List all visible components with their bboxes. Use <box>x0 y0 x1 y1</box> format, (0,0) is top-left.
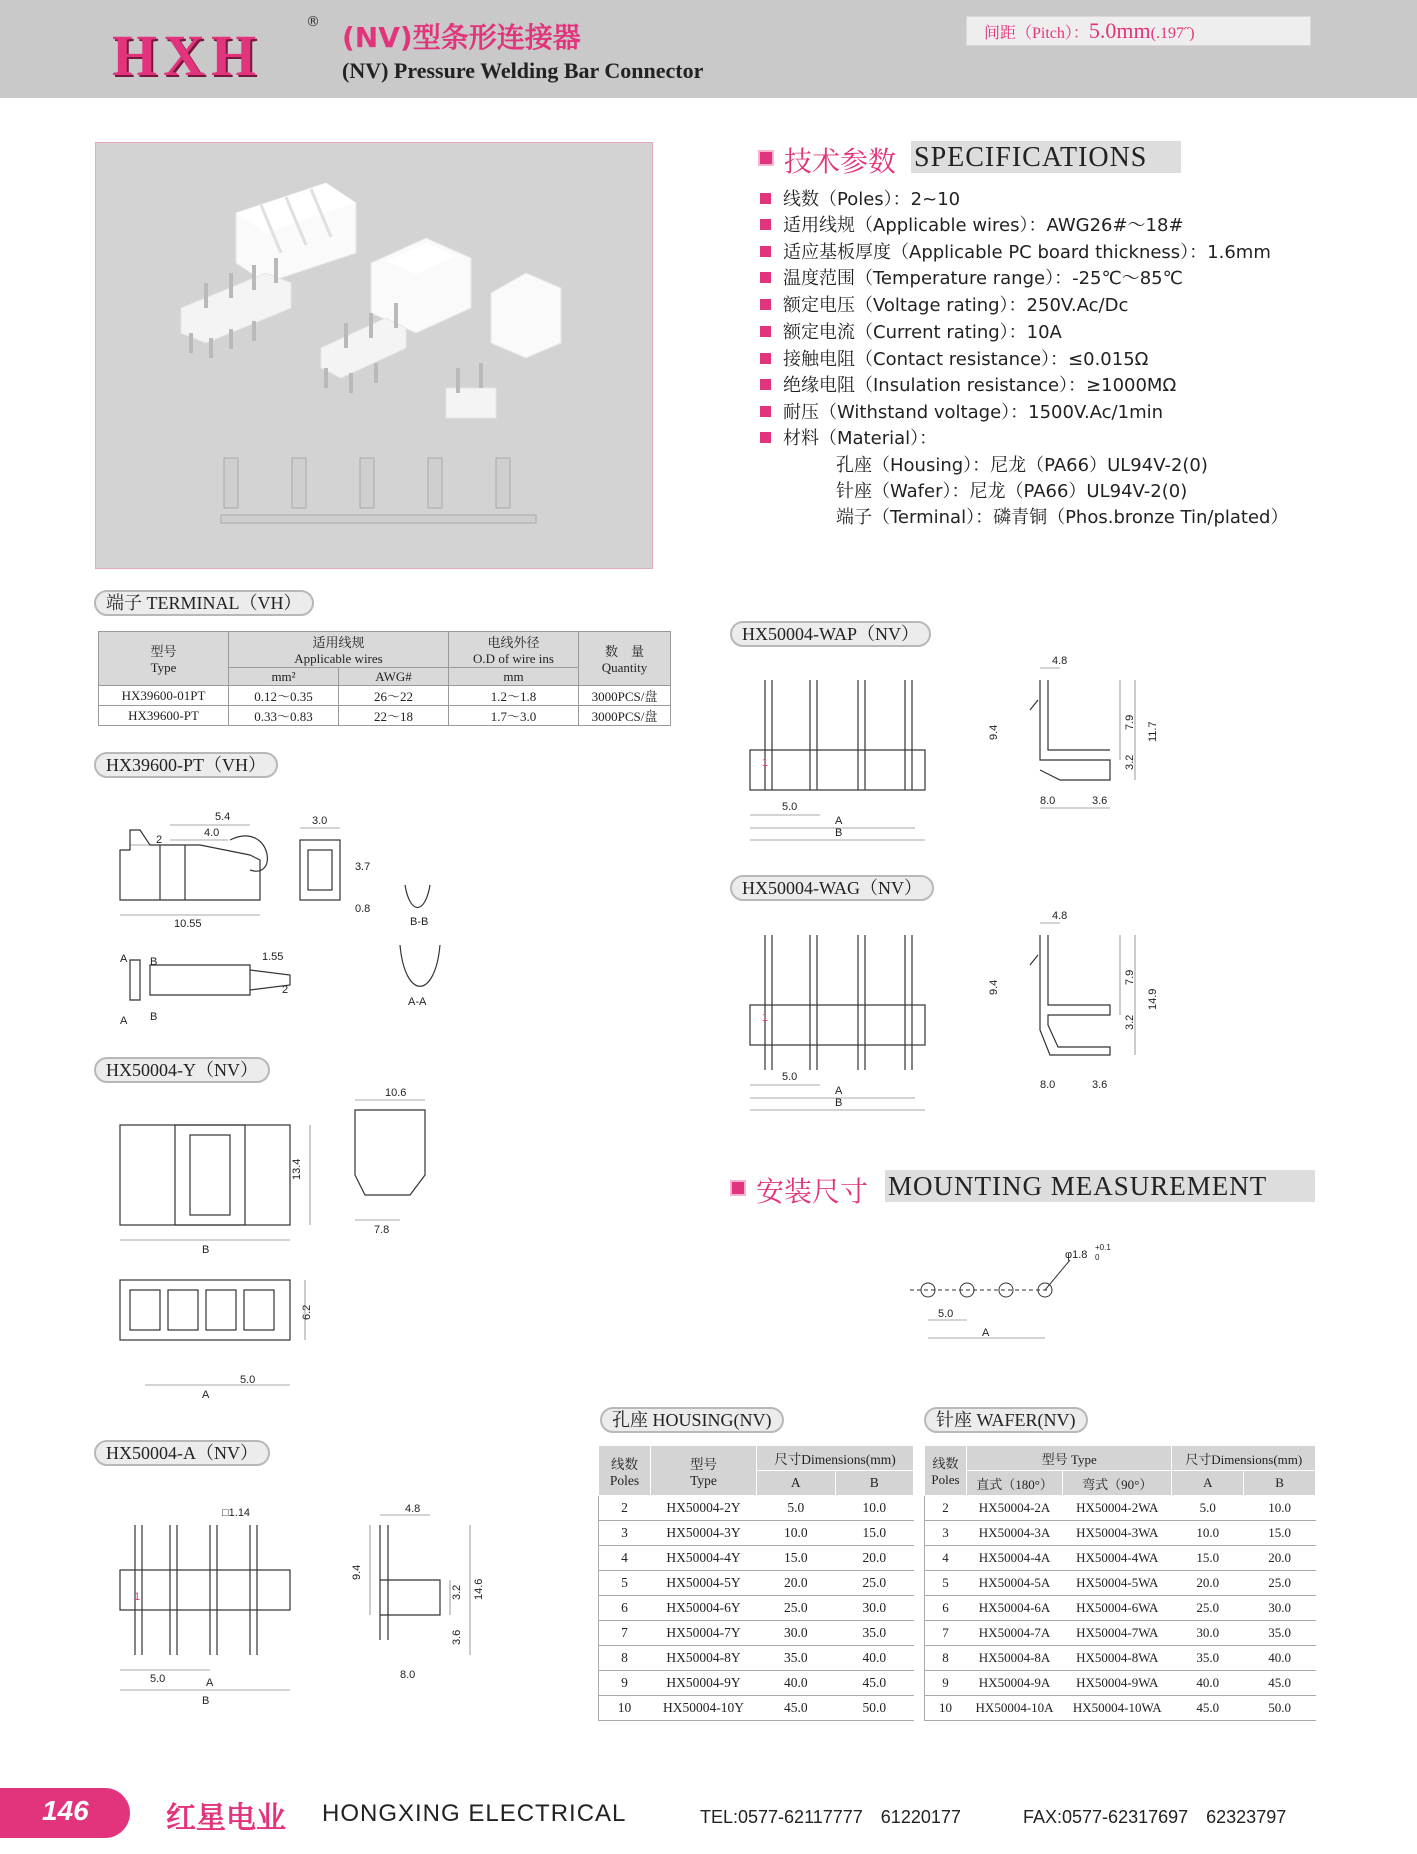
dim-text: 10.6 <box>385 1087 407 1099</box>
col-b: B <box>835 1471 914 1496</box>
a-drawing-label: HX50004-A（NV） <box>94 1440 270 1466</box>
spec-row-poles: 线数（Poles）：2~10 <box>760 185 960 211</box>
table-row: 6 HX50004-6A HX50004-6WA 25.0 30.0 <box>925 1596 1316 1621</box>
wafer-wap-drawing <box>740 650 1190 850</box>
spec-material-housing: 孔座（Housing）：尼龙（PA66）UL94V-2(0) <box>836 455 1208 476</box>
table-row: 6 HX50004-6Y 25.0 30.0 <box>599 1596 914 1621</box>
table-row: HX39600-01PT 0.12～0.35 26～22 1.2～1.8 3000PCS/盘 <box>99 686 671 706</box>
pitch-label: 间距（Pitch）： <box>984 25 1089 42</box>
dim-text: 3.6 <box>1092 1079 1108 1091</box>
col-mm2: mm² <box>229 668 339 686</box>
col-angle: 弯式（90°） <box>1063 1471 1172 1496</box>
dim-text: 14.6 <box>473 1578 485 1600</box>
dim-text: 3.2 <box>451 1584 463 1600</box>
table-row: 10 HX50004-10Y 45.0 50.0 <box>599 1696 914 1721</box>
hole-tol-dn: 0 <box>1095 1253 1100 1262</box>
dim-text: 10.55 <box>174 918 202 930</box>
col-type: 型号 Type <box>99 632 229 686</box>
dim-text: 3.2 <box>1124 1014 1136 1030</box>
mounting-title-cn: 安装尺寸 <box>756 1175 869 1208</box>
dim-text: 13.4 <box>291 1158 303 1180</box>
housing-table <box>598 1445 914 1721</box>
mount-pitch: 5.0 <box>938 1308 954 1320</box>
wag-drawing-label: HX50004-WAG（NV） <box>730 875 934 901</box>
spec-row-board: 适应基板厚度（Applicable PC board thickness）：1.6mm <box>760 238 1271 264</box>
spec-title-en: SPECIFICATIONS <box>914 142 1148 173</box>
terminal-strip-image <box>221 458 536 523</box>
dim-text: 7.9 <box>1124 969 1136 985</box>
col-awg: AWG# <box>339 668 449 686</box>
col-type: 型号 Type <box>651 1446 757 1496</box>
product-photo <box>95 142 653 569</box>
brand-logo: HXH <box>112 23 263 88</box>
spec-row-withstand: 耐压（Withstand voltage）：1500V.Ac/1min <box>760 398 1163 424</box>
wafer-section-label: 针座 WAFER(NV) <box>924 1407 1088 1433</box>
spec-row-current: 额定电流（Current rating）：10A <box>760 318 1062 344</box>
table-row: HX39600-PT 0.33～0.83 22～18 1.7～3.0 3000PCS/盘 <box>99 706 671 726</box>
company-name-cn: 红星电业 <box>166 1801 286 1836</box>
table-row: 9 HX50004-9A HX50004-9WA 40.0 45.0 <box>925 1671 1316 1696</box>
dim-text: B <box>150 1011 158 1023</box>
dim-text: 3.6 <box>451 1629 463 1645</box>
dim-text: 3.0 <box>312 815 328 827</box>
dim-text: 5.0 <box>782 1071 798 1083</box>
dim-text: 4.8 <box>1052 655 1068 667</box>
col-dimensions: 尺寸Dimensions(mm) <box>1172 1446 1316 1471</box>
housing-y-drawing <box>110 1087 450 1401</box>
housing-small-image <box>491 273 561 358</box>
table-row: 8 HX50004-8A HX50004-8WA 35.0 40.0 <box>925 1646 1316 1671</box>
hole-tol-up: +0.1 <box>1095 1243 1111 1252</box>
dim-text: 2 <box>156 834 163 846</box>
spec-row-voltage: 额定电压（Voltage rating）：250V.Ac/Dc <box>760 291 1128 317</box>
spec-row-insulation: 绝缘电阻（Insulation resistance）：≥1000MΩ <box>760 371 1176 397</box>
dim-text: A-A <box>408 996 427 1008</box>
wafer-a-drawing <box>110 1500 500 1710</box>
dim-text: 9.4 <box>988 724 1000 740</box>
spec-material-wafer: 针座（Wafer）：尼龙（PA66）UL94V-2(0) <box>836 481 1188 502</box>
dim-text: 1.55 <box>262 951 284 963</box>
table-row: 4 HX50004-4Y 15.0 20.0 <box>599 1546 914 1571</box>
wap-drawing-label: HX50004-WAP（NV） <box>730 621 931 647</box>
dim-text: A <box>120 1015 128 1027</box>
company-name-en: HONGXING ELECTRICAL <box>322 1800 627 1827</box>
wafer-wag-drawing <box>740 905 1190 1120</box>
col-dimensions: 尺寸Dimensions(mm) <box>757 1446 914 1471</box>
dim-text: 11.7 <box>1147 721 1159 742</box>
dim-text: B <box>202 1695 210 1707</box>
col-qty: 数 量 Quantity <box>579 632 671 686</box>
dim-text: 5.0 <box>240 1374 256 1386</box>
col-straight: 直式（180°） <box>967 1471 1063 1496</box>
hole-diameter: φ1.8 <box>1065 1249 1088 1261</box>
dim-text: A <box>202 1389 210 1401</box>
pin1-label: 1 <box>762 757 769 769</box>
dim-text: 8.0 <box>1040 795 1056 807</box>
y-drawing-label: HX50004-Y（NV） <box>94 1057 270 1083</box>
spec-title-cn: 技术参数 <box>784 145 897 178</box>
col-wires: 适用线规 Applicable wires <box>229 632 449 668</box>
table-row: 5 HX50004-5Y 20.0 25.0 <box>599 1571 914 1596</box>
dim-text: 3.7 <box>355 861 371 873</box>
dim-text: 8.0 <box>400 1669 416 1681</box>
connector-photo-illustration <box>96 143 654 570</box>
dim-text: 8.0 <box>1040 1079 1056 1091</box>
mount-dim-a: A <box>982 1327 990 1339</box>
dim-text: 7.8 <box>374 1224 390 1236</box>
dim-text: □1.14 <box>222 1507 251 1519</box>
dim-text: A <box>206 1677 214 1689</box>
mounting-drawing <box>910 1240 1130 1350</box>
table-row: 10 HX50004-10A HX50004-10WA 45.0 50.0 <box>925 1696 1316 1721</box>
dim-text: 5.0 <box>782 801 798 813</box>
col-poles: 线数 Poles <box>925 1446 967 1496</box>
table-row: 9 HX50004-9Y 40.0 45.0 <box>599 1671 914 1696</box>
col-a: A <box>1172 1471 1244 1496</box>
spec-title-marker <box>758 150 774 166</box>
table-row: 2 HX50004-2A HX50004-2WA 5.0 10.0 <box>925 1496 1316 1521</box>
dim-text: 2 <box>282 984 289 996</box>
pin1-label: 1 <box>762 1012 769 1024</box>
pt-drawing-label: HX39600-PT（VH） <box>94 752 278 778</box>
dim-text: B <box>835 1097 843 1109</box>
table-row: 3 HX50004-3A HX50004-3WA 10.0 15.0 <box>925 1521 1316 1546</box>
housing-section-label: 孔座 HOUSING(NV) <box>600 1407 784 1433</box>
col-poles: 线数 Poles <box>599 1446 651 1496</box>
terminal-section-label: 端子 TERMINAL（VH） <box>94 590 314 616</box>
dim-text: 7.9 <box>1124 714 1136 730</box>
pitch-spec <box>984 18 1195 44</box>
col-od-unit: mm <box>449 668 579 686</box>
table-row: 4 HX50004-4A HX50004-4WA 15.0 20.0 <box>925 1546 1316 1571</box>
dim-text: 6.2 <box>301 1304 313 1320</box>
terminal-table <box>98 631 671 726</box>
table-row: 7 HX50004-7A HX50004-7WA 30.0 35.0 <box>925 1621 1316 1646</box>
dim-text: B <box>150 956 158 968</box>
page-title-en: (NV) Pressure Welding Bar Connector <box>342 58 704 83</box>
dim-text: 9.4 <box>351 1564 363 1580</box>
registered-mark: ® <box>306 14 320 30</box>
dim-text: 4.8 <box>405 1503 421 1515</box>
wafer-table <box>924 1445 1316 1721</box>
col-type: 型号 Type <box>967 1446 1172 1471</box>
dim-text: B <box>202 1244 210 1256</box>
dim-text: 14.9 <box>1147 988 1159 1010</box>
table-row: 3 HX50004-3Y 10.0 15.0 <box>599 1521 914 1546</box>
mounting-title-marker <box>730 1180 746 1196</box>
dim-text: 5.0 <box>150 1673 166 1685</box>
dim-text: B <box>835 827 843 839</box>
table-row: 2 HX50004-2Y 5.0 10.0 <box>599 1496 914 1521</box>
dim-text: A <box>835 815 843 827</box>
wafer-2pin-image <box>446 363 496 418</box>
dim-text: 9.4 <box>988 979 1000 995</box>
dim-text: 3.6 <box>1092 795 1108 807</box>
footer-tel: TEL:0577-62117777 61220177 <box>700 1807 961 1827</box>
spec-row-material: 材料（Material）： <box>760 424 937 450</box>
dim-text: 4.8 <box>1052 910 1068 922</box>
col-a: A <box>757 1471 836 1496</box>
spec-row-temperature: 温度范围（Temperature range）：-25℃～85℃ <box>760 264 1183 290</box>
pitch-value: 5.0mm <box>1088 18 1151 43</box>
table-row: 8 HX50004-8Y 35.0 40.0 <box>599 1646 914 1671</box>
table-row: 7 HX50004-7Y 30.0 35.0 <box>599 1621 914 1646</box>
dim-text: B-B <box>410 916 429 928</box>
terminal-pt-drawing <box>110 800 440 1030</box>
page-title-cn: (NV)型条形连接器 <box>342 21 581 54</box>
dim-text: A <box>835 1085 843 1097</box>
col-b: B <box>1244 1471 1316 1496</box>
col-od: 电线外径 O.D of wire ins <box>449 632 579 668</box>
mounting-title-en: MOUNTING MEASUREMENT <box>888 1171 1268 1201</box>
page-number: 146 <box>42 1795 89 1826</box>
pitch-inch: (.197˝) <box>1150 25 1195 42</box>
footer-fax: FAX:0577-62317697 62323797 <box>1023 1807 1287 1827</box>
spec-material-terminal: 端子（Terminal）：磷青铜（Phos.bronze Tin/plated） <box>836 507 1289 528</box>
wafer-4pin-image <box>181 258 291 358</box>
dim-text: 3.2 <box>1124 754 1136 770</box>
pin1-label: 1 <box>134 1591 141 1603</box>
dim-text: A <box>120 953 128 965</box>
spec-row-contact-resistance: 接触电阻（Contact resistance）：≤0.015Ω <box>760 345 1148 371</box>
table-row: 5 HX50004-5A HX50004-5WA 20.0 25.0 <box>925 1571 1316 1596</box>
dim-text: 0.8 <box>355 903 371 915</box>
spec-row-wires: 适用线规（Applicable wires）：AWG26#～18# <box>760 211 1184 237</box>
dim-text: 5.4 <box>215 811 231 823</box>
dim-text: 4.0 <box>204 827 220 839</box>
